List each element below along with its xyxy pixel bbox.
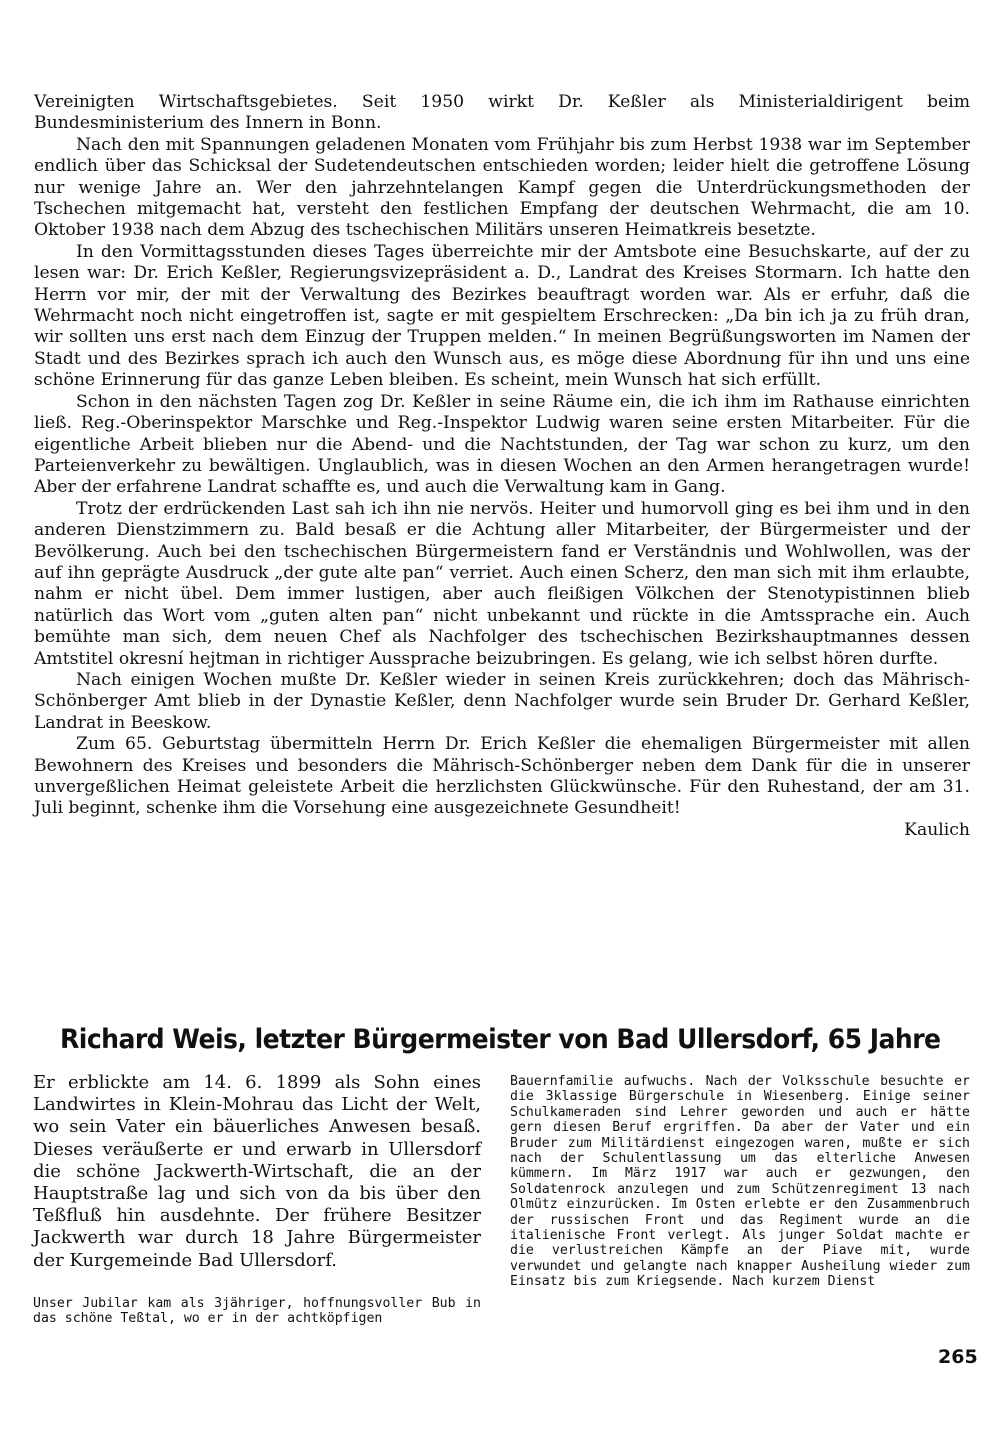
article-intro: Er erblickte am 14. 6. 1899 als Sohn eines Landwirtes in Klein-Mohrau das Licht der Welt, wo sein Vater ein bäuerliches Anwesen besaß. Dieses veräußerte er und erwarb in Ullersdorf die schöne Jackwerth-Wirtschaft, die an der Hauptstraße lag und sich von da bis über den Teßfluß hin ausdehnte. Der frühere Besitzer Jackwerth war durch 18 Jahre Bürgermeister der Kurgemeinde Bad Ullersdorf. (33, 1072, 481, 1271)
paragraph: Trotz der erdrückenden Last sah ich ihn nie nervös. Heiter und humorvoll ging es bei ihm und in den anderen Dienstzimmern zu. Bald besaß er die Achtung aller Mitarbeiter, der Bürgermeister und der Bevölkerung. Auch bei den tschechischen Bürgermeistern fand er Verständnis und Wohlwollen, was der auf ihn geprägte Ausdruck „der gute alte pan“ verriet. Auch einen Scherz, den man sich mit ihm erlaubte, nahm er nicht übel. Dem immer lustigen, aber auch fleißigen Völkchen der Stenotypistinnen blieb natürlich das Wort vom „guten alten pan“ nicht unbekannt und rückte in die Amtssprache ein. Auch bemühte man sich, dem neuen Chef als Nachfolger des tschechischen Bezirkshauptmannes dessen Amtstitel okresní hejtman in richtiger Aussprache beizubringen. Es gelang, wie ich selbst hören durfte. (34, 498, 970, 669)
article-kessler (34, 92, 970, 841)
author-signature: Kaulich (904, 819, 970, 840)
paragraph: Zum 65. Geburtstag übermitteln Herrn Dr. Erich Keßler die ehemaligen Bürgermeister mit allen Bewohnern des Kreises und besonders die Mährisch-Schönberger neben dem Dank für die in unserer unvergeßlichen Heimat geleistete Arbeit die herzlichsten Glückwünsche. Für den Ruhestand, der am 31. Juli beginnt, schenke ihm die Vorsehung eine ausgezeichnete Gesundheit! (34, 734, 970, 819)
paragraph: Vereinigten Wirtschaftsgebietes. Seit 1950 wirkt Dr. Keßler als Ministerialdirigent beim Bundesministerium des Innern in Bonn. (34, 92, 970, 134)
page-number: 265 (938, 1346, 978, 1368)
article-headline: Richard Weis, letzter Bürgermeister von Bad Ullersdorf, 65 Jahre (60, 1024, 941, 1055)
paragraph: Schon in den nächsten Tagen zog Dr. Keßler in seine Räume ein, die ich ihm im Rathause einrichten ließ. Reg.-Oberinspektor Marschke und Reg.-Inspektor Ludwig waren seine ersten Mitarbeiter. Für die eigentliche Arbeit blieben nur die Abend- und die Nachtstunden, der Tag war schon zu kurz, um den Parteienverkehr zu bewältigen. Unglaublich, was in diesen Wochen an den Armen herangetragen wurde! Aber der erfahrene Landrat schaffte es, und auch die Verwaltung kam in Gang. (34, 391, 970, 498)
article-body-left: Unser Jubilar kam als 3jähriger, hoffnungsvoller Bub in das schöne Teßtal, wo er in der achtköpfigen (33, 1296, 481, 1327)
paragraph: Nach den mit Spannungen geladenen Monaten vom Frühjahr bis zum Herbst 1938 war im September endlich über das Schicksal der Sudetendeutschen entschieden worden; leider hielt die getroffene Lösung nur wenige Jahre an. Wer den jahrzehntelangen Kampf gegen die Unterdrückungsmethoden der Tschechen mitgemacht hat, versteht den festlichen Empfang der deutschen Wehrmacht, die am 10. Oktober 1938 nach dem Abzug des tschechischen Militärs unseren Heimatkreis besetzte. (34, 134, 970, 241)
paragraph: Nach einigen Wochen mußte Dr. Keßler wieder in seinen Kreis zurückkehren; doch das Mährisch-Schönberger Amt blieb in der Dynastie Keßler, denn Nachfolger wurde sein Bruder Dr. Gerhard Keßler, Landrat in Beeskow. (34, 669, 970, 733)
paragraph: In den Vormittagsstunden dieses Tages überreichte mir der Amtsbote eine Besuchskarte, auf der zu lesen war: Dr. Erich Keßler, Regierungsvizepräsident a. D., Landrat des Kreises Stormarn. Ich hatte den Herrn vor mir, der mit der Verwaltung des Bezirkes beauftragt worden war. Als er erfuhr, daß die Wehrmacht noch nicht eingetroffen ist, sagte er mit gespieltem Erschrecken: „Da bin ich ja zu früh dran, wir sollten uns erst nach dem Einzug der Truppen melden.“ In meinen Begrüßungsworten im Namen der Stadt und des Bezirkes sprach ich auch den Wunsch aus, es möge diese Abordnung für ihn und uns eine schöne Erinnerung für das ganze Leben bleiben. Es scheint, mein Wunsch hat sich erfüllt. (34, 241, 970, 391)
article-body-right: Bauernfamilie aufwuchs. Nach der Volksschule besuchte er die 3klassige Bürgerschule in Wiesenberg. Einige seiner Schulkameraden sind Lehrer geworden und auch er hätte gern diesen Beruf ergriffen. Da aber der Vater und ein Bruder zum Militärdienst eingezogen waren, mußte er sich nach der Schulentlassung um das elterliche Anwesen kümmern. Im März 1917 war auch er gezwungen, den Soldatenrock anzulegen und zum Schützenregiment 13 nach Olmütz einzurücken. Im Osten erlebte er den Zusammenbruch der russischen Front und das Regiment wurde an die italienische Front verlegt. Als junger Soldat machte er die verlustreichen Kämpfe an der Piave mit, wurde verwundet und gelangte nach knapper Ausheilung wieder zum Einsatz bis zum Kriegsende. Nach kurzem Dienst (510, 1074, 970, 1290)
